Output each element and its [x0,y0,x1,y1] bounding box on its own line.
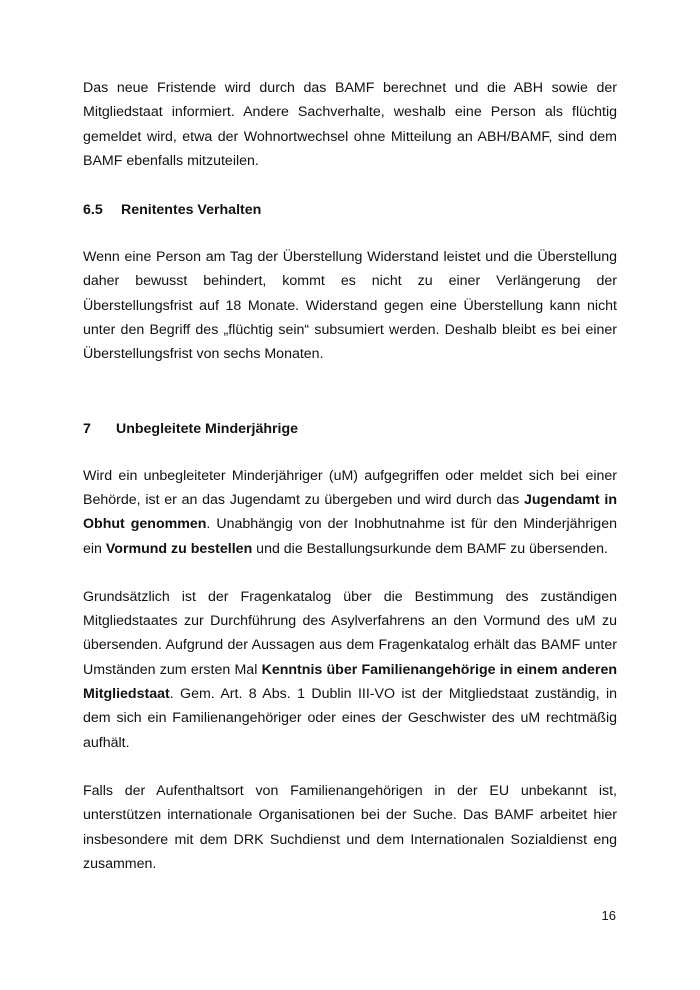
paragraph-renitentes-text: Wenn eine Person am Tag der Überstellung Widerstand leistet und die Überstellung daher bewusst behindert, kommt es nicht zu einer Verlängerung der Überstellungsfrist auf 18 Monate. Widerstand gegen eine Überstellung kann nicht unter den Begriff des „flüchtig sein“ subsumiert werden. Deshalb bleibt es bei einer Überstellungsfrist von sechs Monaten. [83,249,617,363]
page-number: 16 [601,908,616,923]
paragraph-minderjaehrige [83,464,617,561]
section-number: 6.5 [83,202,103,219]
text-segment: Grundsätzlich ist der Fragenkatalog über die Bestimmung des zuständigen Mitgliedstaates zur Durchführung des Asylverfahrens an den Vormund des uM zu übersenden. Aufgrund der Aussagen aus dem Fragenkatalog erhält das BAMF unter Umständen zum ersten Mal [83,588,617,678]
section-heading-6-5 [83,200,617,220]
text-segment: Wird ein unbegleiteter Minderjähriger (uM) aufgegriffen oder meldet sich bei einer Behörde, ist er an das Jugendamt zu übergeben und wird durch das [83,467,617,508]
bold-phrase-jugendamt: Jugendamt in Obhut genommen [83,491,617,533]
text-segment: . Gem. Art. 8 Abs. 1 Dublin III-VO ist der Mitgliedstaat zuständig, in dem sich ein Familienangehöriger oder eines der Geschwister des uM rechtmäßig aufhält. [83,686,617,751]
paragraph-fristende-text: Das neue Fristende wird durch das BAMF berechnet und die ABH sowie der Mitgliedstaat informiert. Andere Sachverhalte, weshalb eine Person als flüchtig gemeldet wird, etwa der Wohnortwechsel ohne Mitteilung an ABH/BAMF, sind dem BAMF ebenfalls mitzuteilen. [83,80,617,169]
section-title: Renitentes Verhalten [120,202,262,219]
bold-phrase-vormund: Vormund zu bestellen [105,540,253,557]
paragraph-aufenthaltsort-text: Falls der Aufenthaltsort von Familienangehörigen in der EU unbekannt ist, unterstützen internationale Organisationen bei der Suche. Das BAMF arbeitet hier insbesondere mit dem DRK Suchdienst und dem Internationalen Sozialdienst eng zusammen. [83,782,617,872]
section-number: 7 [83,420,91,437]
text-segment: . Unabhängig von der Inobhutnahme ist für den Minderjährigen ein [83,516,617,557]
section-title: Unbegleitete Minderjährige [115,420,299,437]
document-page [83,76,617,876]
section-heading-7 [83,419,617,439]
bold-phrase-familienangehoerige: Kenntnis über Familienangehörige in einem anderen Mitgliedstaat [83,661,617,703]
paragraph-fragenkatalog [83,585,617,755]
paragraph-fristende [83,76,617,173]
paragraph-aufenthaltsort [83,779,617,876]
paragraph-renitentes-verhalten [83,245,617,366]
text-segment: und die Bestallungsurkunde dem BAMF zu übersenden. [252,540,608,557]
